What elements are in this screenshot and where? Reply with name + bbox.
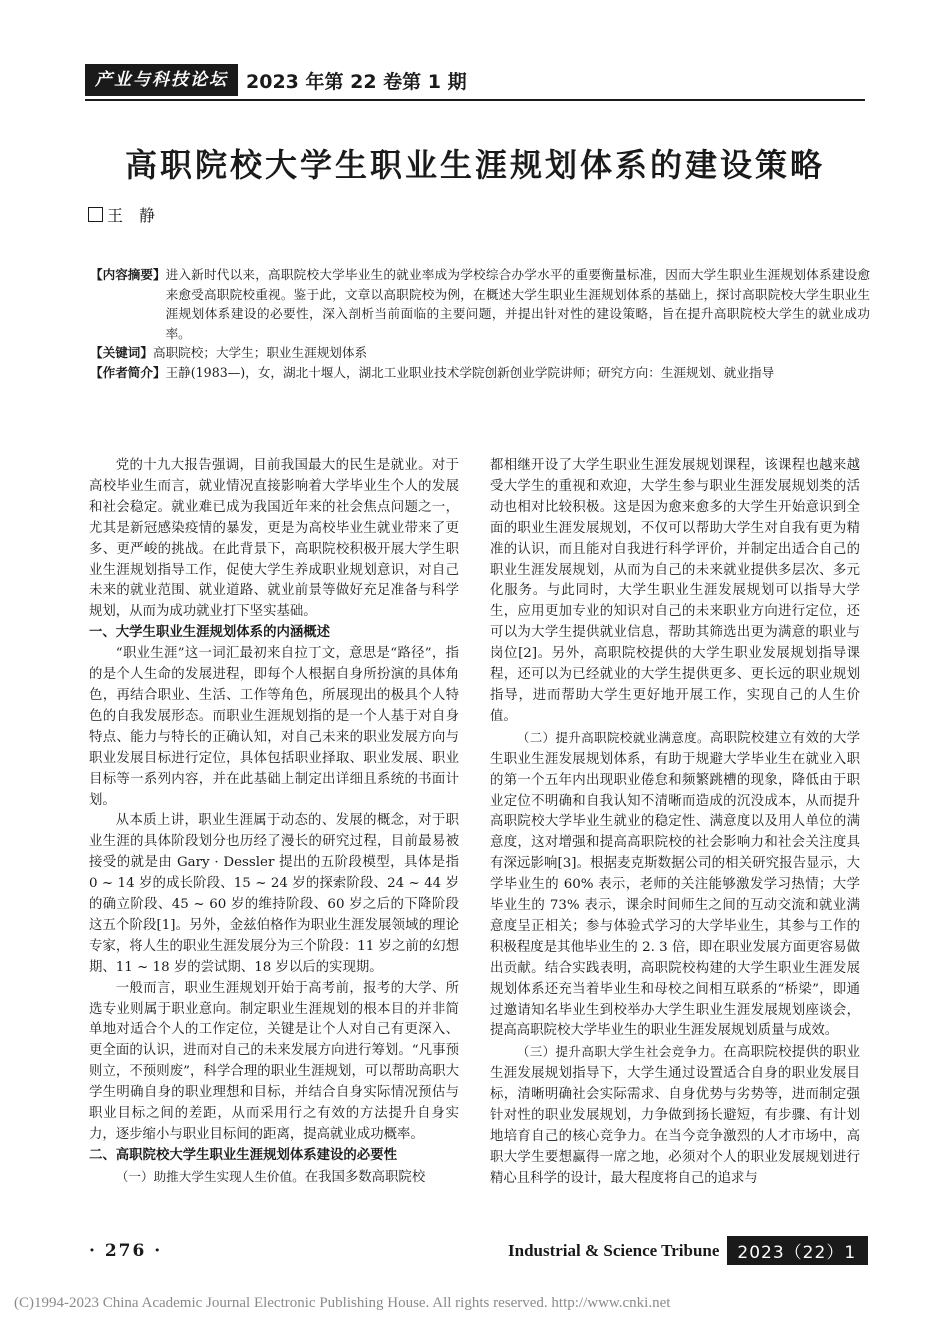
body-column-left: [89, 456, 459, 1189]
author-name: 王静: [107, 206, 172, 225]
footer-journal: [508, 1236, 868, 1265]
paragraph-continued: 都相继开设了大学生职业生涯发展规划课程，该课程也越来越受大学生的重视和欢迎，大学生参与职业生涯发展规划类的活动也相对比较积极。这是因为愈来愈多的大学生开始意识到全面的职业生涯发展规划，不仅可以帮助大学生对自我有更为精准的认识，而且能对自我进行科学评价，并制定出适合自己的职业生涯发展规划，从而为自己的未来就业提供多层次、多元化服务。与此同时，大学生职业生涯发展规划可以指导大学生，应用更加专业的知识对自己的未来职业方向进行定位，还可以为大学生提供就业信息，帮助其筛选出更为满意的职业与岗位[2]。另外，高职院校提供的大学生职业发展规划指导课程，还可以为已经就业的大学生提供更多、更长远的职业规划指导，进而帮助大学生更好地开展工作，实现自己的人生价值。: [490, 458, 860, 724]
section-heading-2: 二、高职院校大学生职业生涯规划体系建设的必要性: [89, 1147, 397, 1163]
abstract-text: 进入新时代以来，高职院校大学毕业生的就业率成为学校综合办学水平的重要衡量标准，因而大学生职业生涯规划体系建设愈来愈受高职院校重视。鉴于此，文章以高职院校为例，在概述大学生职业生涯规划体系的基础上，探讨高职院校大学生职业生涯规划体系建设的必要性，深入剖析当前面临的主要问题，并提出针对性的建设策略，旨在提升高职院校大学生的就业成功率。: [165, 267, 870, 341]
abstract-label: 【内容摘要】: [90, 267, 166, 282]
subsection-label: （二）提升高职院校就业满意度。: [516, 729, 710, 745]
subsection-text: 在我国多数高职院校: [304, 1169, 426, 1185]
subsection-paragraph: [490, 728, 860, 1043]
paragraph-intro: 党的十九大报告强调，目前我国最大的民生是就业。对于高校毕业生而言，就业情况直接影响着大学毕业生个人的发展和社会稳定。就业难已成为我国近年来的社会焦点问题之一，尤其是新冠感染疫情的暴发，更是为高校毕业生就业带来了更多、更严峻的挑战。在此背景下，高职院校积极开展大学生职业生涯规划指导工作，促使大学生养成职业规划意识，对自己未来的就业范围、就业道路、就业前景等做好充足准备与科学规划，从而为成功就业打下坚实基础。: [89, 458, 459, 620]
abstract-row: [90, 265, 870, 343]
body-column-right: [490, 456, 860, 1190]
journal-name: 产业与科技论坛: [85, 64, 238, 96]
keywords-label: 【关键词】: [90, 345, 153, 360]
header-divider: [85, 99, 865, 101]
journal-issue: 2023 年第 22 卷第 1 期: [246, 70, 467, 93]
author-bio-label: 【作者简介】: [90, 364, 166, 380]
author-bio-text: 王静(1983—)，女，湖北十堰人，湖北工业职业技术学院创新创业学院讲师；研究方向：生涯规划、就业指导: [165, 364, 775, 380]
author-square-icon: [88, 207, 103, 222]
subsection-label: （一）助推大学生实现人生价值。: [115, 1168, 305, 1184]
journal-header: [85, 63, 467, 97]
keywords-text: 高职院校；大学生；职业生涯规划体系: [152, 345, 368, 360]
section-heading-1: 一、大学生职业生涯规划体系的内涵概述: [89, 625, 331, 641]
paragraph: 一般而言，职业生涯规划开始于高考前，报考的大学、所选专业则属于职业意向。制定职业生涯规划的根本目的并非简单地对适合个人的工作定位，关键是让个人对自己有更深入、更全面的认识，进而对自己的未来发展方向进行筹划。“凡事预则立，不预则废”，科学合理的职业生涯规划，可以帮助高职大学生明确自身的职业理想和目标，并结合自身实际情况预估与职业目标之间的差距，从而采用行之有效的方法提升自身实力，逐步缩小与职业目标间的距离，提高就业成功概率。: [89, 980, 459, 1142]
paragraph: “职业生涯”这一词汇最初来自拉丁文，意思是“路径”，指的是个人生命的发展进程，即每个人根据自身所扮演的具体角色，再结合职业、生活、工作等角色，所展现出的极具个人特色的自我发展形态。而职业生涯规划指的是一个人基于对自身特点、能力与特长的正确认知，对自己未来的职业发展方向与职业发展目标进行定位，具体包括职业择取、职业发展、职业目标等一系列内容，并在此基础上制定出详细且系统的书面计划。: [89, 646, 459, 808]
footer-issue: 2023（22）1: [727, 1236, 868, 1265]
footer-journal-name: Industrial & Science Tribune: [508, 1240, 720, 1260]
page-number: · 276 ·: [89, 1241, 163, 1261]
abstract-block: [90, 265, 870, 382]
keywords-row: [90, 343, 870, 363]
subsection-label: （三）提升高职大学生社会竞争力。: [516, 1044, 724, 1060]
author-line: [88, 203, 171, 226]
subsection-paragraph: [89, 1167, 459, 1189]
subsection-text: 在高职院校提供的职业生涯发展规划指导下，大学生通过设置适合自身的职业发展目标，清晰明确社会实际需求、自身优势与劣势等，进而制定强针对性的职业发展规划，力争做到扬长避短，有步骤、有计划地培育自己的核心竞争力。在当今竞争激烈的人才市场中，高职大学生要想赢得一席之地，必须对个人的职业发展规划进行精心且科学的设计，最大程度将自己的追求与: [490, 1045, 861, 1186]
paragraph: 从本质上讲，职业生涯属于动态的、发展的概念，对于职业生涯的具体阶段划分也历经了漫长的研究过程，目前最易被接受的就是由 Gary · Dessler 提出的五阶段模型，具体是指 0 ~ 14 岁的成长阶段、15 ~ 24 岁的探索阶段、24 ~ 44 岁的确立阶段、45 ~ 60 岁的维持阶段、60 岁之后的下降阶段这五个阶段[1]。另外，金兹伯格作为职业生涯发展领域的理论专家，将人生的职业生涯发展分为三个阶段：11 岁之前的幻想期、11 ~ 18 岁的尝试期、18 岁以后的实现期。: [89, 813, 459, 975]
article-title: 高职院校大学生职业生涯规划体系的建设策略: [124, 146, 825, 184]
author-bio-row: [90, 363, 870, 383]
copyright-notice: (C)1994-2023 China Academic Journal Electronic Publishing House. All rights reserved. http://www.cnki.net: [14, 1295, 671, 1311]
subsection-text: 高职院校建立有效的大学生职业生涯发展规划体系，有助于规避大学毕业生在就业入职的第一个五年内出现职业倦怠和频繁跳槽的现象，降低由于职业定位不明确和自我认知不清晰而造成的沉没成本，从而提升高职院校大学毕业生就业的稳定性、满意度以及用人单位的满意度，这对增强和提高高职院校的社会影响力和社会关注度具有深远影响[3]。根据麦克斯数据公司的相关研究报告显示，大学毕业生的 60% 表示，老师的关注能够激发学习热情；大学毕业生的 73% 表示，课余时间师生之间的互动交流和就业满意度呈正相关；参与体验式学习的大学毕业生，其参与工作的积极程度是其他毕业生的 2. 3 倍，即在职业发展方面更容易做出贡献。结合实践表明，高职院校构建的大学生职业生涯发展规划体系还充当着毕业生和母校之间相互联系的“桥梁”，即通过邀请知名毕业生到校举办大学生职业生涯发展规划座谈会，提高高职院校大学毕业生的职业生涯发展规划质量与成效。: [490, 730, 861, 1039]
subsection-paragraph: [490, 1042, 860, 1189]
